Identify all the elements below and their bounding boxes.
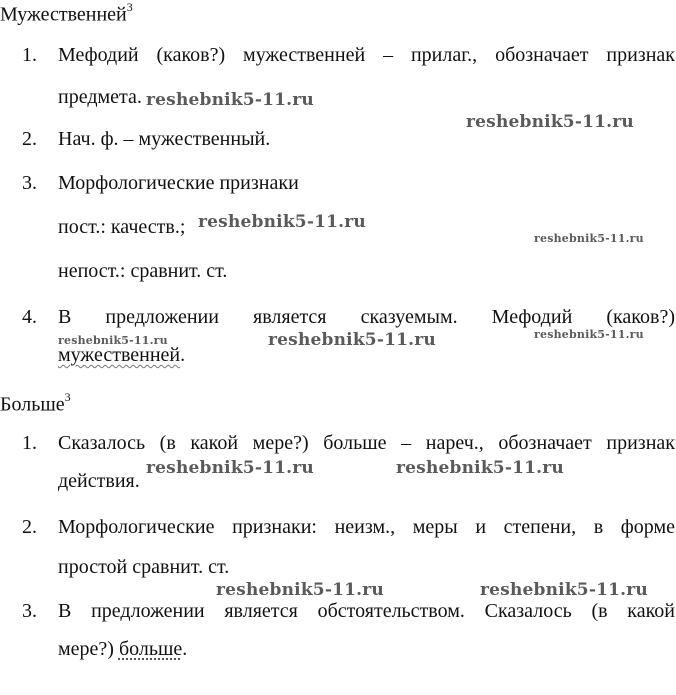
item-text-line: В предложении является обстоятельством. Сказалось (в какой (58, 600, 675, 622)
watermark-text: reshebnik5-11.ru (466, 112, 634, 132)
predicate-underlined-word: мужественней (58, 344, 181, 366)
item-number: 4. (22, 306, 37, 328)
item-number: 2. (22, 516, 37, 538)
adverbial-underlined-word: больше (118, 638, 183, 660)
text-segment: мере?) (58, 638, 119, 660)
heading-text: Мужественней (0, 3, 127, 26)
punctuation: . (182, 638, 188, 660)
item-text-line: Сказалось (в какой мере?) больше – нареч., обозначает признак (58, 432, 675, 454)
watermark-text: reshebnik5-11.ru (534, 232, 644, 245)
item-text-line: предмета. (58, 86, 142, 108)
watermark-text: reshebnik5-11.ru (268, 330, 436, 350)
item-text-line: непост.: сравнит. ст. (58, 260, 228, 282)
item-text-line: пост.: качеств.; (58, 216, 186, 238)
item-number: 1. (22, 44, 37, 66)
watermark-text: reshebnik5-11.ru (146, 90, 314, 110)
item-text-line: В предложении является сказуемым. Мефодий (каков?) (58, 306, 675, 328)
watermark-text: reshebnik5-11.ru (216, 580, 384, 600)
item-text-line (58, 344, 185, 367)
section-heading-bolshe (0, 392, 71, 417)
watermark-text: reshebnik5-11.ru (480, 580, 648, 600)
section-heading-muzhestvennei (0, 2, 133, 27)
item-text-line: Морфологические признаки (58, 172, 299, 194)
punctuation: . (180, 344, 186, 366)
item-text-line: Нач. ф. – мужественный. (58, 128, 271, 150)
heading-superscript: 3 (64, 390, 71, 404)
item-text-line: простой сравнит. ст. (58, 556, 230, 578)
item-text-line: действия. (58, 470, 140, 492)
watermark-text: reshebnik5-11.ru (58, 334, 168, 347)
item-number: 3. (22, 600, 37, 622)
watermark-text: reshebnik5-11.ru (534, 328, 644, 341)
item-text-line: Мефодий (каков?) мужественней – прилаг., обозначает признак (58, 44, 675, 66)
heading-text: Больше (0, 393, 65, 416)
item-text-line: Морфологические признаки: неизм., меры и степени, в форме (58, 516, 675, 538)
watermark-text: reshebnik5-11.ru (198, 212, 366, 232)
item-number: 3. (22, 172, 37, 194)
heading-superscript: 3 (126, 0, 133, 14)
item-number: 2. (22, 128, 37, 150)
item-number: 1. (22, 432, 37, 454)
item-text-line (58, 638, 187, 661)
watermark-text: reshebnik5-11.ru (396, 458, 564, 478)
watermark-text: reshebnik5-11.ru (146, 458, 314, 478)
